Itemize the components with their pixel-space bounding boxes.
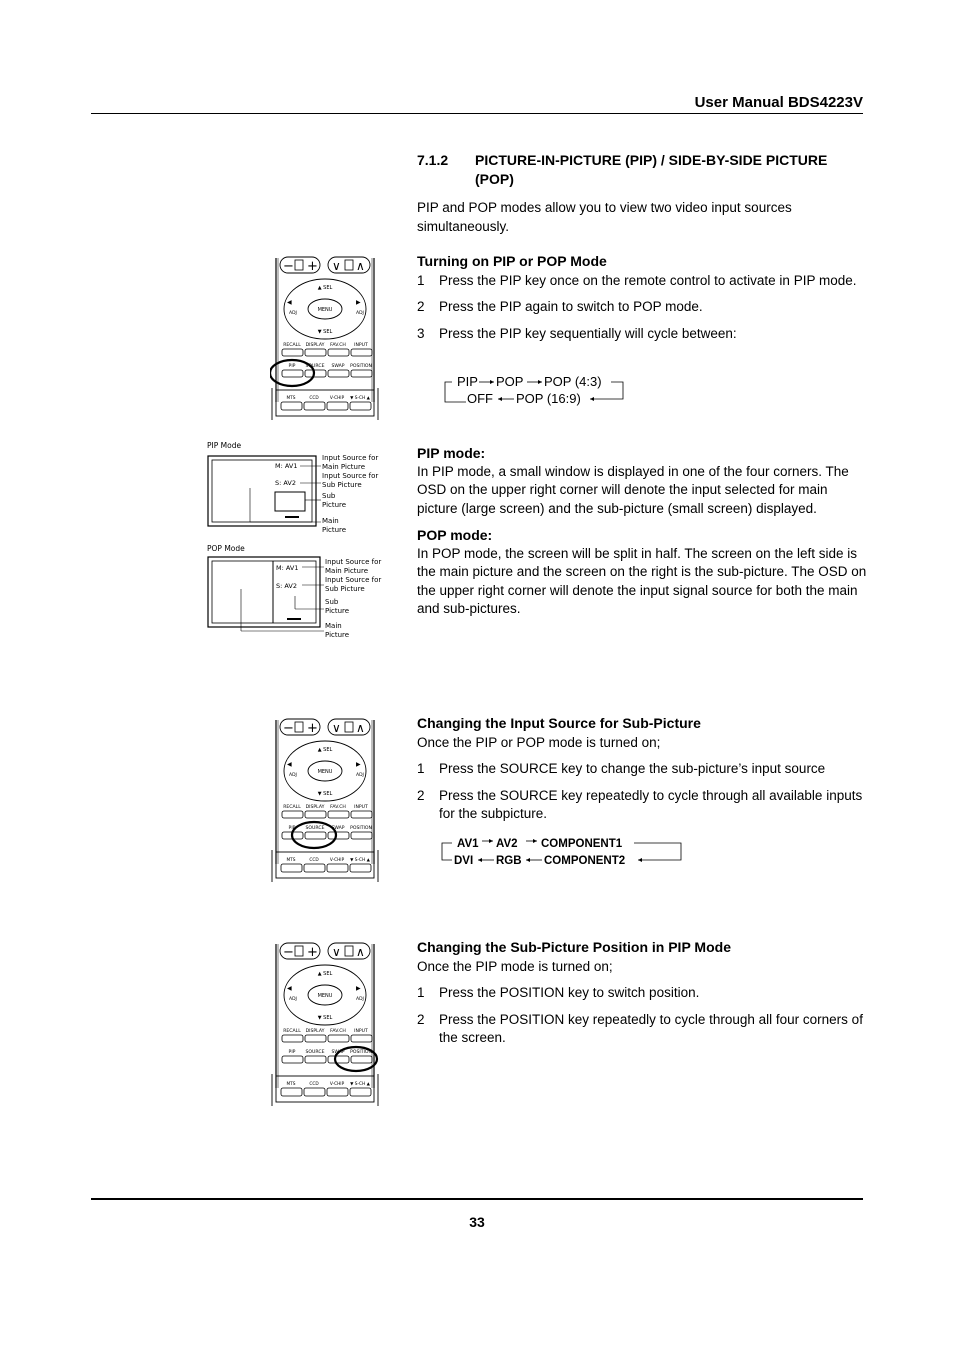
pip-mode-text: In PIP mode, a small window is displayed in one of the four corners. The OSD on the upper right corner will denote the input selected for main picture (large screen) and the sub-picture (small screen) displayed. [417, 463, 849, 516]
svg-text:SWAP: SWAP [331, 364, 345, 369]
svg-text:FAV.CH: FAV.CH [330, 1029, 346, 1034]
section-intro: PIP and POP modes allow you to view two video input sources simultaneously. [417, 200, 792, 234]
svg-text:CCD: CCD [309, 1082, 319, 1087]
svg-text:SOURCE: SOURCE [305, 826, 325, 831]
footer-rule [91, 1198, 863, 1200]
input-source-block [417, 714, 867, 824]
svg-text:∨: ∨ [332, 721, 341, 735]
svg-text:ADJ: ADJ [289, 997, 297, 1002]
svg-text:▶: ▶ [356, 299, 361, 306]
pip-diagram-title: PIP Mode [207, 441, 242, 450]
svg-text:SWAP: SWAP [331, 1050, 345, 1055]
svg-text:PIP: PIP [288, 826, 296, 831]
header-rule [91, 113, 863, 114]
list-item: 1 Press the POSITION key to switch position. [417, 985, 700, 1000]
svg-text:V-CHIP: V-CHIP [329, 1082, 345, 1087]
pip-osd-main: M: AV1 [275, 462, 298, 470]
source-cycle-diagram [438, 834, 688, 868]
cycle-av2: AV2 [496, 838, 518, 850]
list-item: 1 Press the PIP key once on the remote control to activate in PIP mode. [417, 272, 857, 288]
list-item: 2 Press the POSITION key repeatedly to cycle through all four corners of the screen. [417, 1011, 863, 1045]
position-block [417, 938, 867, 1048]
turning-on-heading: Turning on PIP or POP Mode [417, 253, 607, 269]
cycle-pop-43: POP (4:3) [544, 374, 602, 389]
svg-text:▼ SEL: ▼ SEL [317, 791, 333, 797]
pop-label-sub: Sub Picture [325, 598, 350, 615]
svg-text:DISPLAY: DISPLAY [305, 805, 325, 810]
svg-text:+: + [307, 259, 318, 274]
svg-text:POSITION: POSITION [350, 826, 372, 831]
svg-text:ADJ: ADJ [289, 311, 297, 316]
svg-text:∨: ∨ [332, 259, 341, 273]
remote-illustration [270, 938, 382, 1106]
pop-label-sub-source: Input Source for Sub Picture [325, 576, 382, 593]
svg-text:ADJ: ADJ [289, 773, 297, 778]
position-intro: Once the PIP mode is turned on; [417, 958, 613, 974]
svg-text:▲ SEL: ▲ SEL [317, 285, 333, 291]
svg-text:SWAP: SWAP [331, 826, 345, 831]
svg-text:▼ S-CH ▲: ▼ S-CH ▲ [350, 1082, 370, 1087]
pop-mode-diagram [205, 541, 395, 643]
svg-text:PIP: PIP [288, 1050, 296, 1055]
list-item: 2 Press the PIP again to switch to POP mode. [417, 299, 703, 314]
svg-text:SOURCE: SOURCE [305, 364, 325, 369]
pop-label-main-source: Input Source for Main Picture [325, 558, 382, 575]
cycle-pop: POP [496, 374, 524, 389]
svg-text:◀: ◀ [287, 761, 292, 768]
page-number: 33 [469, 1214, 485, 1230]
svg-text:∨: ∨ [332, 945, 341, 959]
svg-text:CCD: CCD [309, 858, 319, 863]
svg-text:POSITION: POSITION [350, 1050, 372, 1055]
svg-text:RECALL: RECALL [283, 1029, 301, 1034]
pop-mode-heading: POP mode: [417, 527, 493, 543]
svg-text:−: − [283, 259, 294, 274]
pop-osd-main: M: AV1 [276, 564, 299, 572]
svg-text:RECALL: RECALL [283, 805, 301, 810]
svg-text:FAV.CH: FAV.CH [330, 343, 346, 348]
svg-text:INPUT: INPUT [354, 805, 368, 810]
pip-label-sub-source: Input Source for Sub Picture [322, 472, 379, 489]
pop-label-main: Main Picture [325, 622, 350, 639]
turning-on-block [417, 252, 867, 343]
pop-mode-block [417, 526, 867, 619]
pip-cycle-diagram [440, 372, 630, 410]
svg-text:+: + [307, 721, 318, 736]
svg-text:V-CHIP: V-CHIP [329, 396, 345, 401]
svg-text:ADJ: ADJ [356, 311, 364, 316]
svg-text:▼ S-CH ▲: ▼ S-CH ▲ [350, 858, 370, 863]
svg-text:▶: ▶ [356, 985, 361, 992]
cycle-component1: COMPONENT1 [541, 838, 623, 850]
svg-text:DISPLAY: DISPLAY [305, 343, 325, 348]
cycle-dvi: DVI [454, 855, 474, 867]
svg-text:MTS: MTS [286, 1082, 296, 1087]
pip-label-main: Main Picture [322, 517, 347, 534]
header-title: User Manual BDS4223V [694, 94, 863, 111]
svg-text:◀: ◀ [287, 299, 292, 306]
svg-text:PIP: PIP [288, 364, 296, 369]
input-source-heading: Changing the Input Source for Sub-Picture [417, 715, 701, 731]
svg-text:◀: ◀ [287, 985, 292, 992]
pip-label-main-source: Input Source for Main Picture [322, 454, 379, 471]
list-item: 2 Press the SOURCE key repeatedly to cycle through all available inputs for the subpicture. [417, 787, 863, 821]
svg-text:▼ S-CH ▲: ▼ S-CH ▲ [350, 396, 370, 401]
svg-text:▶: ▶ [356, 761, 361, 768]
pip-mode-block [417, 444, 867, 518]
pip-label-sub: Sub Picture [322, 492, 347, 509]
svg-text:∧: ∧ [356, 721, 365, 735]
svg-text:∧: ∧ [356, 945, 365, 959]
pip-mode-diagram [205, 438, 395, 538]
section-number: 7.1.2 [417, 152, 449, 168]
list-item: 3 Press the PIP key sequentially will cycle between: [417, 325, 737, 341]
svg-text:−: − [283, 721, 294, 736]
cycle-rgb: RGB [496, 855, 522, 867]
svg-text:POSITION: POSITION [350, 364, 372, 369]
svg-text:MENU: MENU [317, 307, 333, 313]
cycle-pip: PIP [457, 374, 478, 389]
section-heading [417, 151, 867, 191]
svg-text:+: + [307, 945, 318, 960]
svg-text:RECALL: RECALL [283, 343, 301, 348]
svg-text:SOURCE: SOURCE [305, 1050, 325, 1055]
section-title: PICTURE-IN-PICTURE (PIP) / SIDE-BY-SIDE PICTURE (POP) [475, 152, 828, 187]
svg-text:MTS: MTS [286, 858, 296, 863]
position-heading: Changing the Sub-Picture Position in PIP Mode [417, 939, 731, 955]
svg-text:DISPLAY: DISPLAY [305, 1029, 325, 1034]
remote-illustration [270, 252, 382, 420]
pip-mode-heading: PIP mode: [417, 445, 486, 461]
svg-text:INPUT: INPUT [354, 1029, 368, 1034]
svg-text:FAV.CH: FAV.CH [330, 805, 346, 810]
pip-osd-sub: S: AV2 [275, 479, 296, 487]
svg-text:MENU: MENU [317, 769, 333, 775]
svg-text:MENU: MENU [317, 993, 333, 999]
pop-diagram-title: POP Mode [207, 544, 245, 553]
svg-text:ADJ: ADJ [356, 773, 364, 778]
svg-text:−: − [283, 945, 294, 960]
svg-text:V-CHIP: V-CHIP [329, 858, 345, 863]
pop-mode-text: In POP mode, the screen will be split in half. The screen on the left side is the main picture and the screen on the right is the sub-picture. The OSD on the upper right corner will denote the input signal source for both the main and sub-pictures. [417, 545, 867, 616]
svg-text:MTS: MTS [286, 396, 296, 401]
svg-text:▲ SEL: ▲ SEL [317, 747, 333, 753]
input-source-intro: Once the PIP or POP mode is turned on; [417, 734, 661, 750]
svg-text:ADJ: ADJ [356, 997, 364, 1002]
svg-text:CCD: CCD [309, 396, 319, 401]
svg-text:▲ SEL: ▲ SEL [317, 971, 333, 977]
svg-text:INPUT: INPUT [354, 343, 368, 348]
remote-illustration [270, 714, 382, 882]
cycle-off: OFF [467, 391, 493, 406]
cycle-av1: AV1 [457, 838, 479, 850]
cycle-pop-169: POP (16:9) [516, 391, 581, 406]
pop-osd-sub: S: AV2 [276, 582, 297, 590]
svg-text:▼ SEL: ▼ SEL [317, 1015, 333, 1021]
list-item: 1 Press the SOURCE key to change the sub-picture’s input source [417, 761, 826, 776]
cycle-component2: COMPONENT2 [544, 855, 626, 867]
svg-text:▼ SEL: ▼ SEL [317, 329, 333, 335]
svg-text:∧: ∧ [356, 259, 365, 273]
